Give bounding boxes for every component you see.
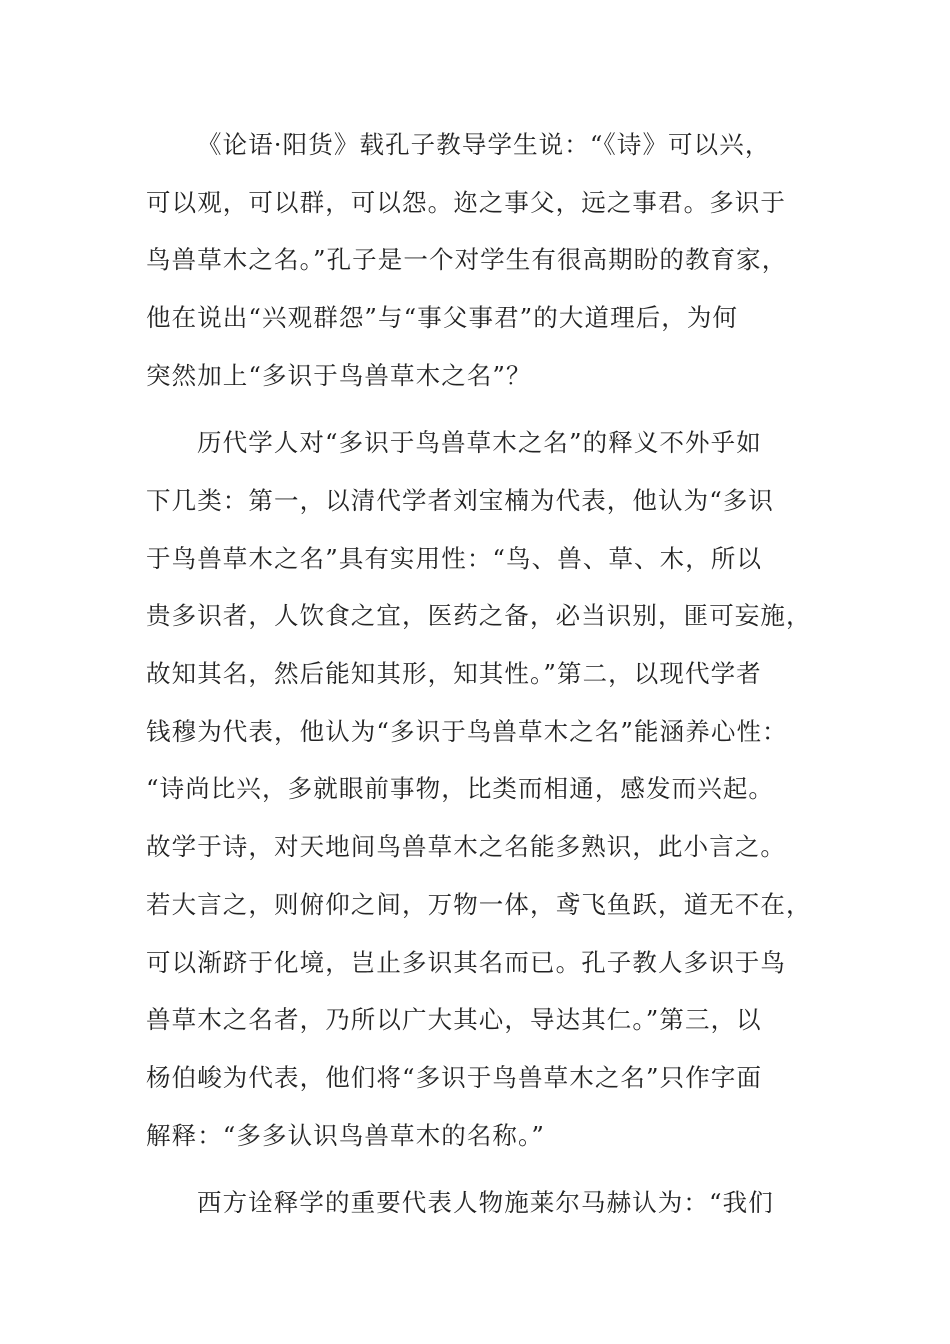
paragraph-2-line-13: 解释：“多多认识鸟兽草木的名称。”: [146, 1121, 545, 1150]
paragraph-1-line-2: 可以观，可以群，可以怨。迩之事父，远之事君。多识于: [146, 188, 786, 217]
paragraph-2-line-11: 兽草木之名者，乃所以广大其心，导达其仁。”第三，以: [146, 1005, 762, 1034]
paragraph-2-line-9: 若大言之，则俯仰之间，万物一体，鸢飞鱼跃，道无不在，: [146, 890, 812, 919]
paragraph-2-line-7: “诗尚比兴，多就眼前事物，比类而相通，感发而兴起。: [146, 774, 775, 803]
paragraph-2-line-3: 于鸟兽草木之名”具有实用性：“鸟、兽、草、木，所以: [146, 544, 763, 573]
paragraph-2-line-4: 贵多识者，人饮食之宜，医药之备，必当识别，匪可妄施，: [146, 601, 812, 630]
paragraph-2-line-12: 杨伯峻为代表，他们将“多识于鸟兽草木之名”只作字面: [146, 1063, 763, 1092]
paragraph-1-line-1: 《论语·阳货》载孔子教导学生说：“《诗》可以兴，: [197, 130, 771, 159]
paragraph-2-line-2: 下几类：第一，以清代学者刘宝楠为代表，他认为“多识: [146, 486, 775, 515]
paragraph-1-line-3: 鸟兽草木之名。”孔子是一个对学生有很高期盼的教育家，: [146, 245, 788, 274]
paragraph-2-line-10: 可以渐跻于化境，岂止多识其名而已。孔子教人多识于鸟: [146, 948, 786, 977]
paragraph-2-line-5: 故知其名，然后能知其形，知其性。”第二，以现代学者: [146, 659, 762, 688]
paragraph-3-line-1: 西方诠释学的重要代表人物施莱尔马赫认为：“我们: [197, 1188, 774, 1217]
paragraph-1-line-4: 他在说出“兴观群怨”与“事父事君”的大道理后，为何: [146, 303, 739, 332]
paragraph-2-line-6: 钱穆为代表，他认为“多识于鸟兽草木之名”能涵养心性：: [146, 717, 788, 746]
paragraph-2-line-8: 故学于诗，对天地间鸟兽草木之名能多熟识，此小言之。: [146, 832, 786, 861]
paragraph-1-line-5: 突然加上“多识于鸟兽草木之名”？: [146, 361, 532, 390]
paragraph-2-line-1: 历代学人对“多识于鸟兽草木之名”的释义不外乎如: [197, 428, 762, 457]
